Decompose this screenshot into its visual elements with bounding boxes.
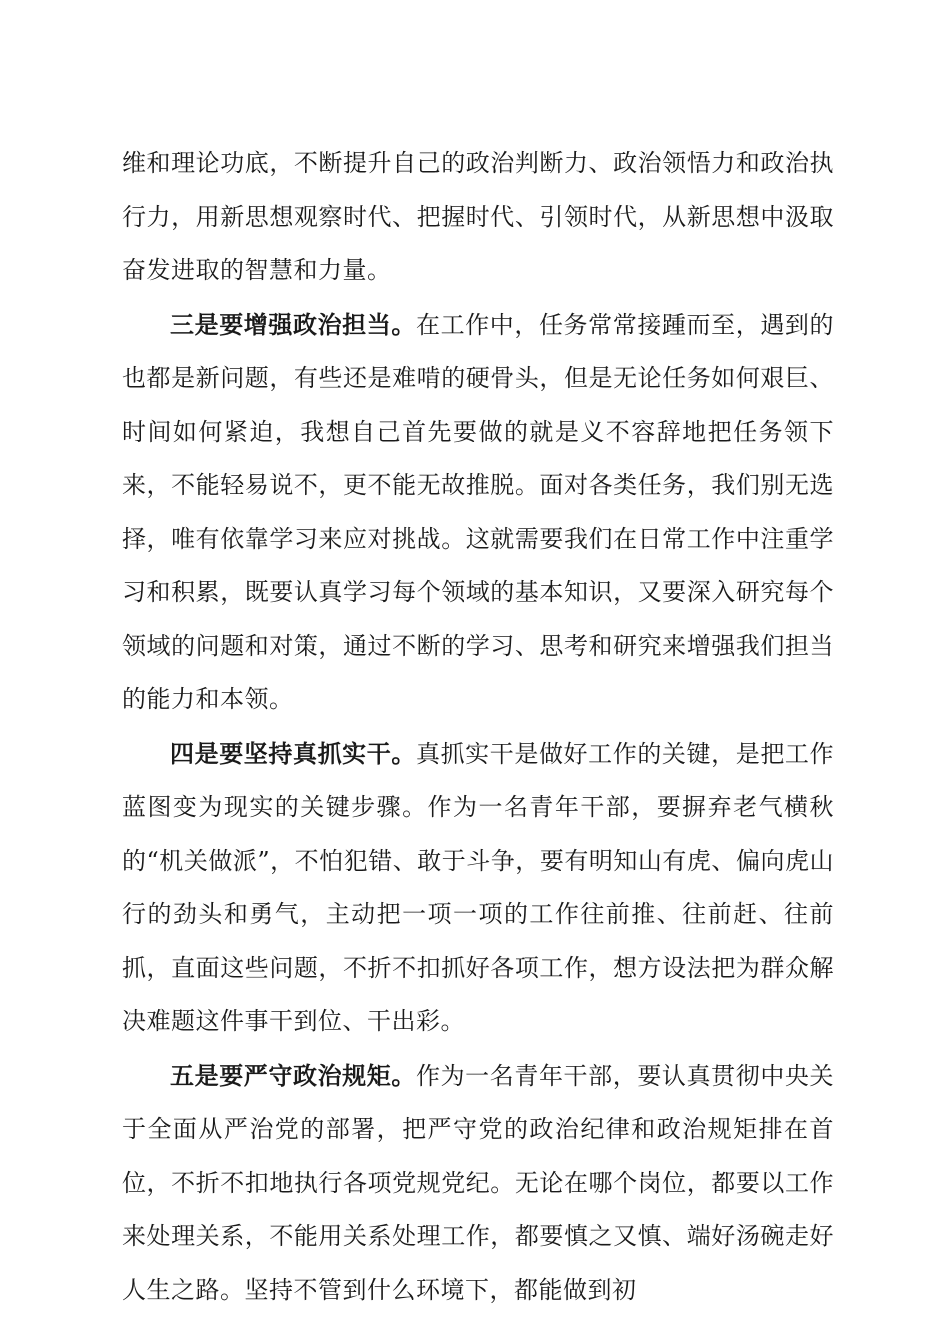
paragraph-continuation <box>122 137 834 298</box>
paragraph-heading: 四是要坚持真抓实干。 <box>170 738 416 768</box>
paragraph-text: 真抓实干是做好工作的关键，是把工作蓝图变为现实的关键步骤。作为一名青年干部，要摒弃老气横秋的“机关做派”，不怕犯错、敢于斗争，要有明知山有虎、偏向虎山行的劲头和勇气，主动把一项一项的工作往前推、往前赶、往前抓，直面这些问题，不折不扣抓好各项工作，想方设法把为群众解决难题这件事干到位、干出彩。 <box>122 739 835 1035</box>
paragraph-heading: 三是要增强政治担当。 <box>170 309 416 339</box>
paragraph-text: 作为一名青年干部，要认真贯彻中央关于全面从严治党的部署，把严守党的政治纪律和政治规矩排在首位，不折不扣地执行各项党规党纪。无论在哪个岗位，都要以工作来处理关系，不能用关系处理工作，都要慎之又慎、端好汤碗走好人生之路。坚持不管到什么环境下，都能做到初 <box>122 1061 835 1304</box>
paragraph-heading: 五是要严守政治规矩。 <box>170 1060 416 1090</box>
paragraph-political-rules <box>122 1049 834 1318</box>
paragraph-text: 维和理论功底，不断提升自己的政治判断力、政治领悟力和政治执行力，用新思想观察时代、把握时代、引领时代，从新思想中汲取奋发进取的智慧和力量。 <box>122 149 834 284</box>
paragraph-text: 在工作中，任务常常接踵而至，遇到的也都是新问题，有些还是难啃的硬骨头，但是无论任务如何艰巨、时间如何紧迫，我想自己首先要做的就是义不容辞地把任务领下来，不能轻易说不，更不能无故推脱。面对各类任务，我们别无选择，唯有依靠学习来应对挑战。这就需要我们在日常工作中注重学习和积累，既要认真学习每个领域的基本知识，又要深入研究每个领域的问题和对策，通过不断的学习、思考和研究来增强我们担当的能力和本领。 <box>122 310 835 713</box>
paragraph-practical-work <box>122 727 834 1049</box>
paragraph-political-responsibility <box>122 298 834 727</box>
document-body <box>122 137 834 1317</box>
